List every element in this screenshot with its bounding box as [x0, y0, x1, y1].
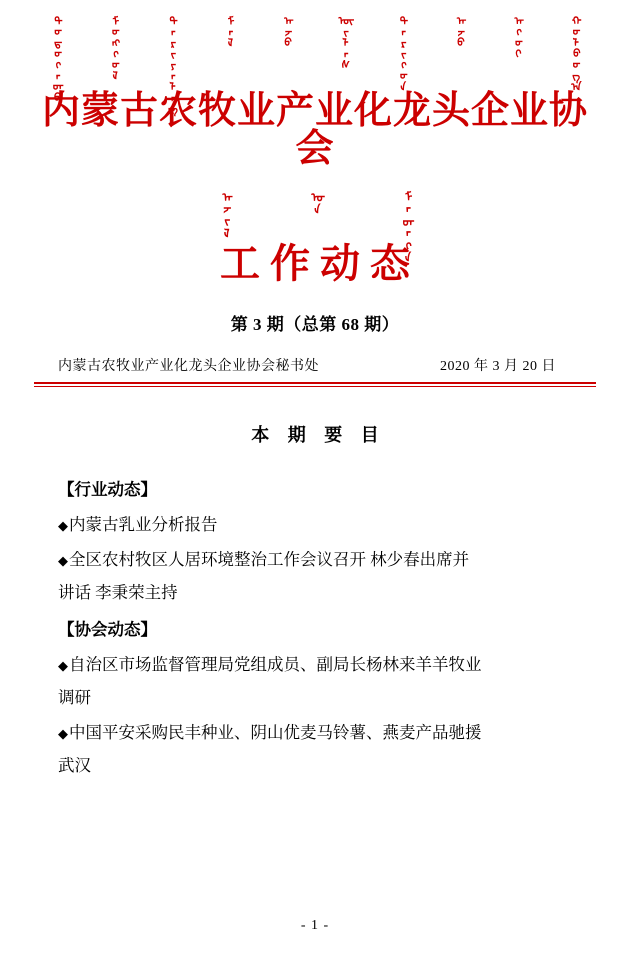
mongolian-script-header [32, 0, 598, 113]
mongolian-glyph: ᠬᠣᠯᠪᠣᠭ᠎ᠠ [567, 14, 581, 91]
entry-text-continuation: 调研 [58, 688, 91, 707]
entry-text: 全区农村牧区人居环境整治工作会议召开 林少春出席并 [69, 550, 470, 569]
section-label-industry: 【行业动态】 [58, 480, 157, 499]
mongolian-glyph: ᠲᠡᠷᠢᠭᠦᠨ [395, 14, 409, 91]
contents-list [32, 473, 598, 782]
list-item [58, 508, 572, 541]
divider-thin-line [34, 386, 596, 387]
bulletin-subtitle: 工作动态 [220, 242, 420, 286]
bullet-icon: ◆ [58, 518, 68, 533]
header-divider [32, 382, 598, 387]
mongolian-glyph: ᠮᠡᠳᠡᠭᠡ [398, 190, 413, 262]
list-item [58, 543, 572, 609]
entry-text: 内蒙古乳业分析报告 [69, 515, 218, 534]
publisher-name: 内蒙古农牧业产业化龙头企业协会秘书处 [58, 359, 319, 374]
mongolian-glyph: ᠦᠢᠯᠡᠰ [337, 14, 351, 69]
contents-heading: 本 期 要 目 [251, 425, 386, 445]
entry-text-continuation: 武汉 [58, 756, 91, 775]
mongolian-glyph: ᠤᠨ [308, 190, 323, 214]
divider-thick-line [34, 382, 596, 384]
mongolian-glyph: ᠠᠵᠤ [279, 14, 293, 47]
entry-text: 中国平安采购民丰种业、阴山优麦马铃薯、燕麦产品驰援 [69, 723, 482, 742]
bullet-icon: ◆ [58, 553, 68, 568]
page-number: - 1 - [300, 918, 330, 933]
bullet-icon: ◆ [58, 726, 68, 741]
mongolian-glyph: ᠠᠵᠢᠯ [217, 190, 232, 238]
entry-text: 自治区市场监督管理局党组成员、副局长杨林来羊羊牧业 [69, 655, 482, 674]
mongolian-script-subheader [32, 190, 598, 262]
entry-text-continuation: 讲话 李秉荣主持 [58, 583, 178, 602]
mongolian-glyph: ᠳᠣᠲᠣᠭᠠᠳᠤ [49, 14, 63, 102]
publisher-row [32, 355, 598, 375]
publication-date: 2020 年 3 月 20 日 [440, 359, 556, 374]
masthead-title: 内蒙古农牧业产业化龙头企业协会 [41, 90, 588, 170]
list-item [58, 716, 572, 782]
mongolian-glyph: ᠲᠠᠷᠢᠶᠠᠯᠠᠩ [164, 14, 178, 113]
mongolian-glyph: ᠠᠵᠤ [452, 14, 466, 47]
bullet-icon: ◆ [58, 658, 68, 673]
mongolian-glyph: ᠠᠬᠣᠢ [510, 14, 524, 58]
list-item [58, 648, 572, 714]
mongolian-glyph: ᠮᠣᠩᠭᠣᠯ [107, 14, 121, 80]
issue-number: 第 3 期（总第 68 期） [230, 315, 400, 334]
mongolian-glyph: ᠮᠠᠯ [222, 14, 236, 47]
section-label-association: 【协会动态】 [58, 620, 157, 639]
